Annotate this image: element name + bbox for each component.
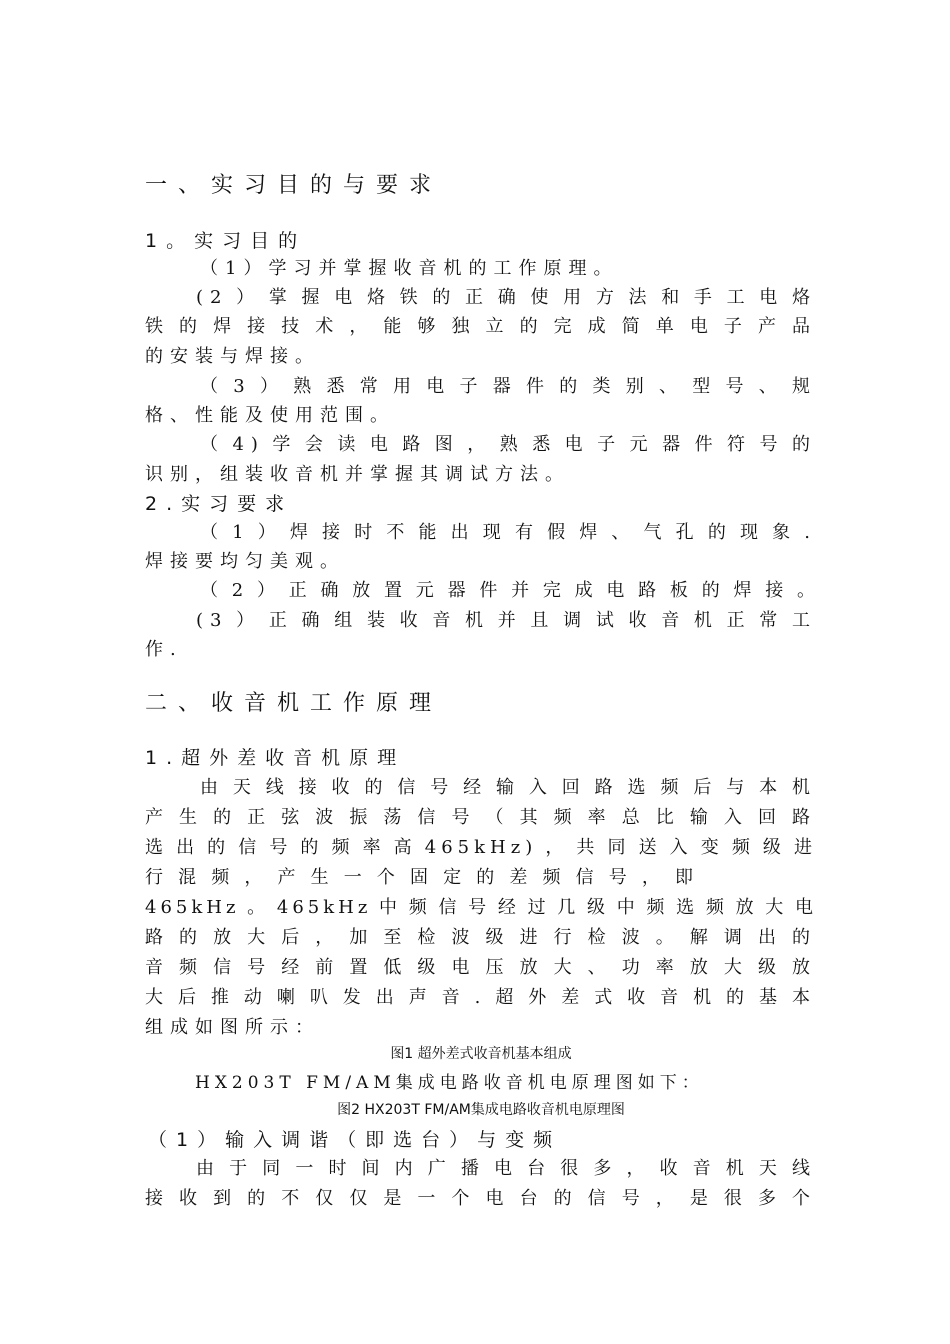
paragraph-line: （2）正确放置元器件并完成电路板的焊接。 <box>200 580 822 601</box>
paragraph-line: 铁的焊接技术，能够独立的完成简单电子产品 <box>145 316 817 337</box>
paragraph-line: 产生的正弦波振荡信号（其频率总比输入回路 <box>145 807 817 828</box>
paragraph-line: 由天线接收的信号经输入回路选频后与本机 <box>200 777 817 798</box>
paragraph-line: 组成如图所示： <box>145 1017 320 1038</box>
paragraph-line: 由于同一时间内广播电台很多，收音机天线 <box>196 1158 817 1179</box>
paragraph-line: (3）正确组装收音机并且调试收音机正常工 <box>196 610 817 631</box>
subheading-input-tuning: （1）输入调谐（即选台）与变频 <box>148 1129 562 1151</box>
section-heading-principle: 二、收音机工作原理 <box>145 691 443 716</box>
figure-1-caption: 图1 超外差式收音机基本组成 <box>390 1046 572 1062</box>
paragraph-line: 识别，组装收音机并掌握其调试方法。 <box>145 464 570 485</box>
paragraph-line: （3）熟悉常用电子器件的类别、型号、规 <box>200 376 817 397</box>
paragraph-line: （4)学会读电路图，熟悉电子元器件符号的 <box>200 434 817 455</box>
subheading-requirements: 2.实习要求 <box>145 493 294 515</box>
paragraph-line: 路的放大后，加至检波级进行检波。解调出的 <box>145 927 817 948</box>
subheading-superheterodyne: 1.超外差收音机原理 <box>145 747 406 769</box>
paragraph-line: 465kHz。465kHz中频信号经过几级中频选频放大电 <box>145 897 817 918</box>
paragraph-line: 的安装与焊接。 <box>145 346 320 367</box>
paragraph-line: (2）掌握电烙铁的正确使用方法和手工电烙 <box>196 287 817 308</box>
figure-2-caption: 图2 HX203T FM/AM集成电路收音机电原理图 <box>337 1102 625 1118</box>
paragraph-line: 焊接要均匀美观。 <box>145 551 345 572</box>
paragraph-line: 音频信号经前置低级电压放大、功率放大级放 <box>145 957 817 978</box>
paragraph-line: 格、性能及使用范围。 <box>145 405 395 426</box>
section-heading-objectives: 一、实习目的与要求 <box>145 173 443 198</box>
paragraph-line: 选出的信号的频率高465kHz)，共同送入变频级进 <box>145 837 817 858</box>
paragraph-line: 接收到的不仅仅是一个电台的信号，是很多个 <box>145 1188 817 1209</box>
paragraph-line: 大后推动喇叭发出声音.超外差式收音机的基本 <box>145 987 817 1008</box>
paragraph-line: 行混频，产生一个固定的差频信号，即 <box>145 867 700 888</box>
paragraph-line: （1）焊接时不能出现有假焊、气孔的现象. <box>200 522 818 543</box>
paragraph-line: HX203T FM/AM集成电路收音机电原理图如下： <box>195 1073 704 1093</box>
paragraph-line: （1）学习并掌握收音机的工作原理。 <box>200 258 619 279</box>
subheading-purpose: 1。实习目的 <box>145 230 307 252</box>
paragraph-line: 作. <box>145 639 183 660</box>
